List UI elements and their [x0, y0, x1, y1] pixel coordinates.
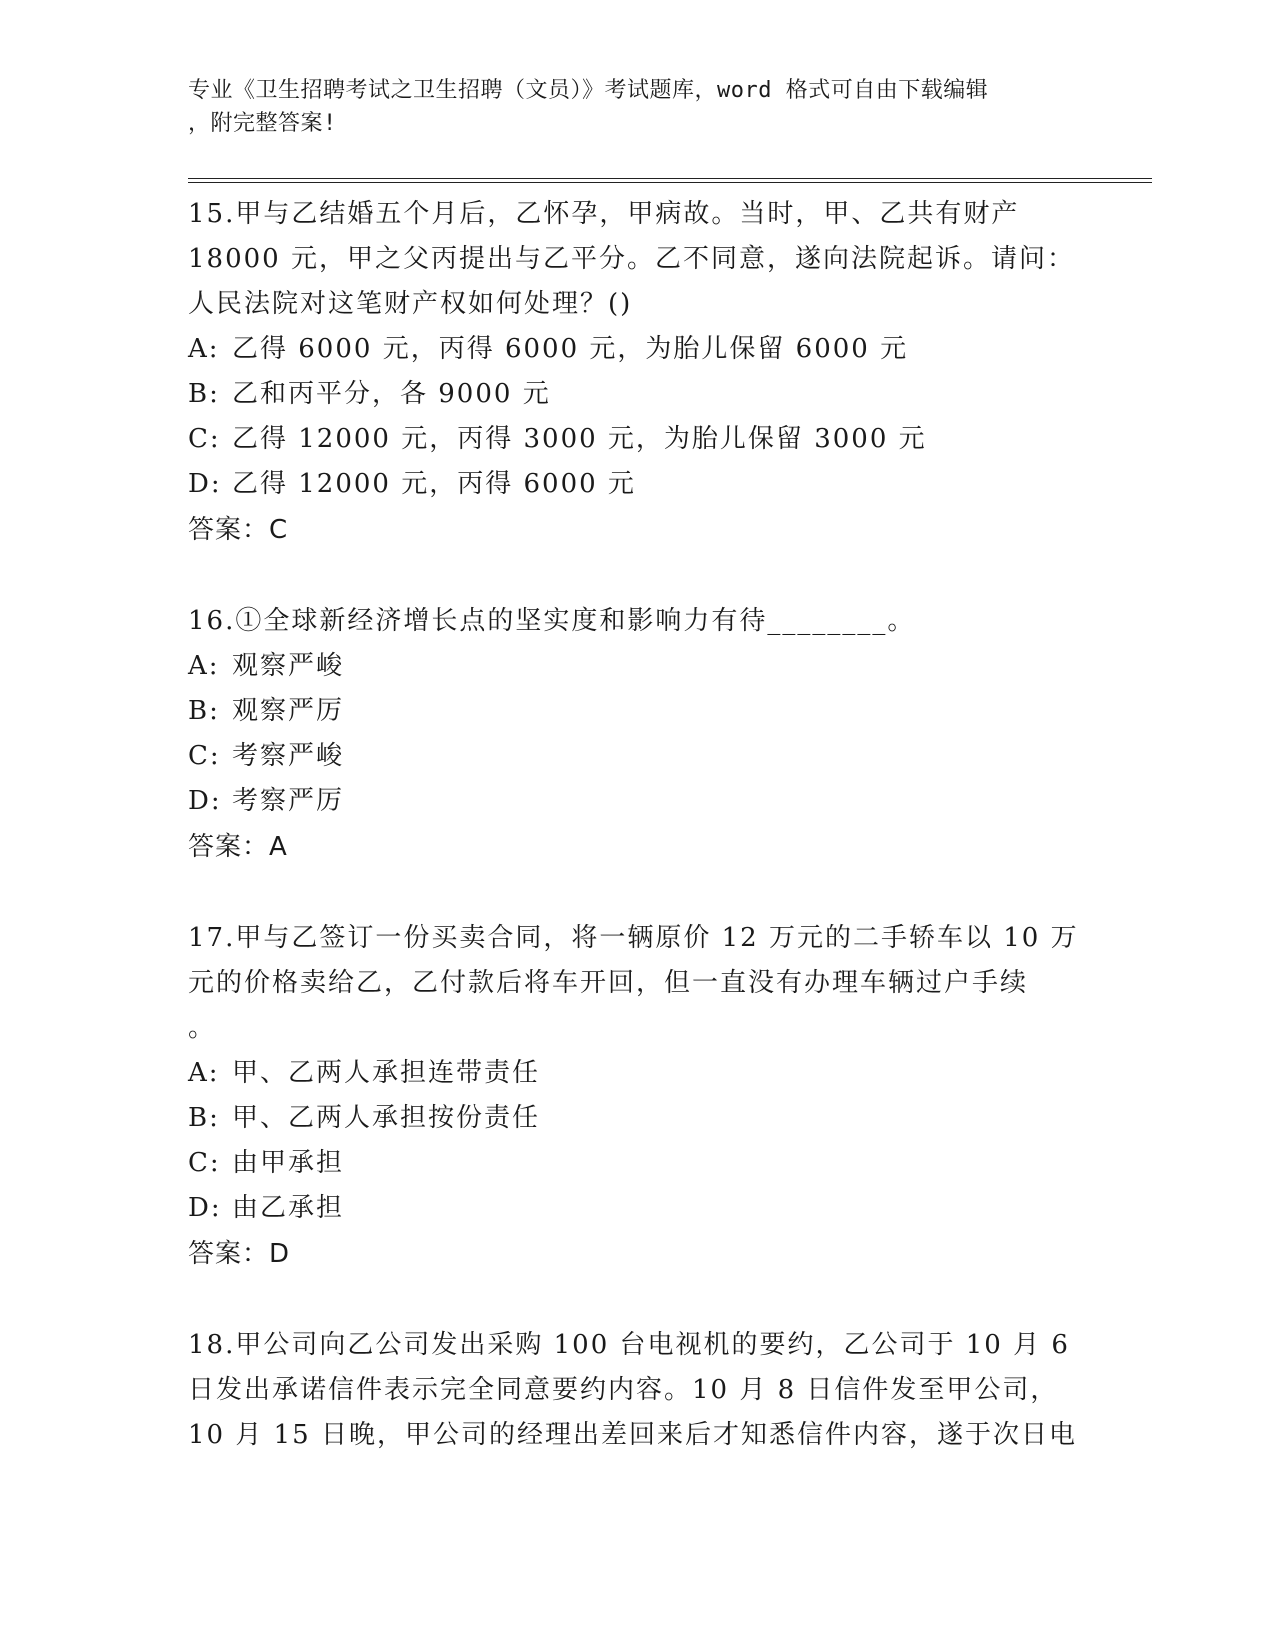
option-text: 考察严厉: [232, 786, 345, 816]
answer-line: 答案：C: [188, 515, 289, 545]
option-text: 乙得 12000 元，丙得 3000 元，为胎儿保留 3000 元: [232, 424, 927, 454]
answer-line: 答案：D: [188, 1239, 291, 1269]
option-letter: C:: [188, 741, 221, 771]
question-stem-line: 10 月 15 日晚，甲公司的经理出差回来后才知悉信件内容，遂于次日电: [188, 1420, 1077, 1450]
question-15: [188, 192, 1088, 553]
header-double-rule: [188, 178, 1152, 183]
option-d: [188, 462, 1088, 507]
option-letter: B:: [188, 379, 220, 409]
question-stem-line: 18.甲公司向乙公司发出采购 100 台电视机的要约，乙公司于 10 月 6: [188, 1330, 1070, 1360]
question-stem-line: 15.甲与乙结婚五个月后，乙怀孕，甲病故。当时，甲、乙共有财产: [188, 199, 1020, 229]
question-stem-line: 17.甲与乙签订一份买卖合同，将一辆原价 12 万元的二手轿车以 10 万: [188, 923, 1079, 953]
option-a: [188, 1051, 1088, 1096]
option-c: [188, 1141, 1088, 1186]
answer-line: 答案：A: [188, 832, 288, 862]
option-b: [188, 1096, 1088, 1141]
option-text: 乙和丙平分，各 9000 元: [232, 379, 551, 409]
question-16: [188, 599, 1088, 870]
option-letter: D:: [188, 1193, 222, 1223]
option-text: 观察严峻: [232, 651, 345, 681]
option-text: 由甲承担: [232, 1148, 345, 1178]
question-stem-line: 人民法院对这笔财产权如何处理？(): [188, 289, 633, 319]
option-letter: C:: [188, 424, 221, 454]
option-text: 考察严峻: [232, 741, 345, 771]
option-a: [188, 327, 1088, 372]
option-b: [188, 689, 1088, 734]
option-d: [188, 779, 1088, 824]
option-letter: B:: [188, 696, 220, 726]
option-text: 乙得 6000 元，丙得 6000 元，为胎儿保留 6000 元: [232, 334, 909, 364]
question-stem-line: 16.①全球新经济增长点的坚实度和影响力有待________。: [188, 606, 916, 636]
question-list: [188, 192, 1088, 1504]
option-text: 甲、乙两人承担连带责任: [232, 1058, 541, 1088]
header-line-1: 专业《卫生招聘考试之卫生招聘（文员）》考试题库，word 格式可自由下载编辑: [188, 78, 989, 103]
document-header: [188, 74, 1068, 140]
option-text: 乙得 12000 元，丙得 6000 元: [232, 469, 636, 499]
option-text: 由乙承担: [232, 1193, 345, 1223]
option-b: [188, 372, 1088, 417]
question-stem-line: 18000 元，甲之父丙提出与乙平分。乙不同意，遂向法院起诉。请问：: [188, 244, 1075, 274]
option-letter: D:: [188, 786, 222, 816]
option-c: [188, 734, 1088, 779]
option-letter: D:: [188, 469, 222, 499]
option-letter: A:: [188, 1058, 220, 1088]
question-stem-line: 日发出承诺信件表示完全同意要约内容。10 月 8 日信件发至甲公司，: [188, 1375, 1059, 1405]
question-17: [188, 916, 1088, 1277]
option-letter: B:: [188, 1103, 220, 1133]
option-letter: C:: [188, 1148, 221, 1178]
question-stem-line: 元的价格卖给乙，乙付款后将车开回，但一直没有办理车辆过户手续: [188, 968, 1029, 998]
option-c: [188, 417, 1088, 462]
question-stem-line: 。: [188, 1013, 217, 1043]
question-18: [188, 1323, 1088, 1458]
option-a: [188, 644, 1088, 689]
option-text: 观察严厉: [232, 696, 345, 726]
option-d: [188, 1186, 1088, 1231]
option-letter: A:: [188, 334, 220, 364]
option-text: 甲、乙两人承担按份责任: [232, 1103, 541, 1133]
header-line-2: ，附完整答案!: [188, 111, 337, 136]
option-letter: A:: [188, 651, 220, 681]
